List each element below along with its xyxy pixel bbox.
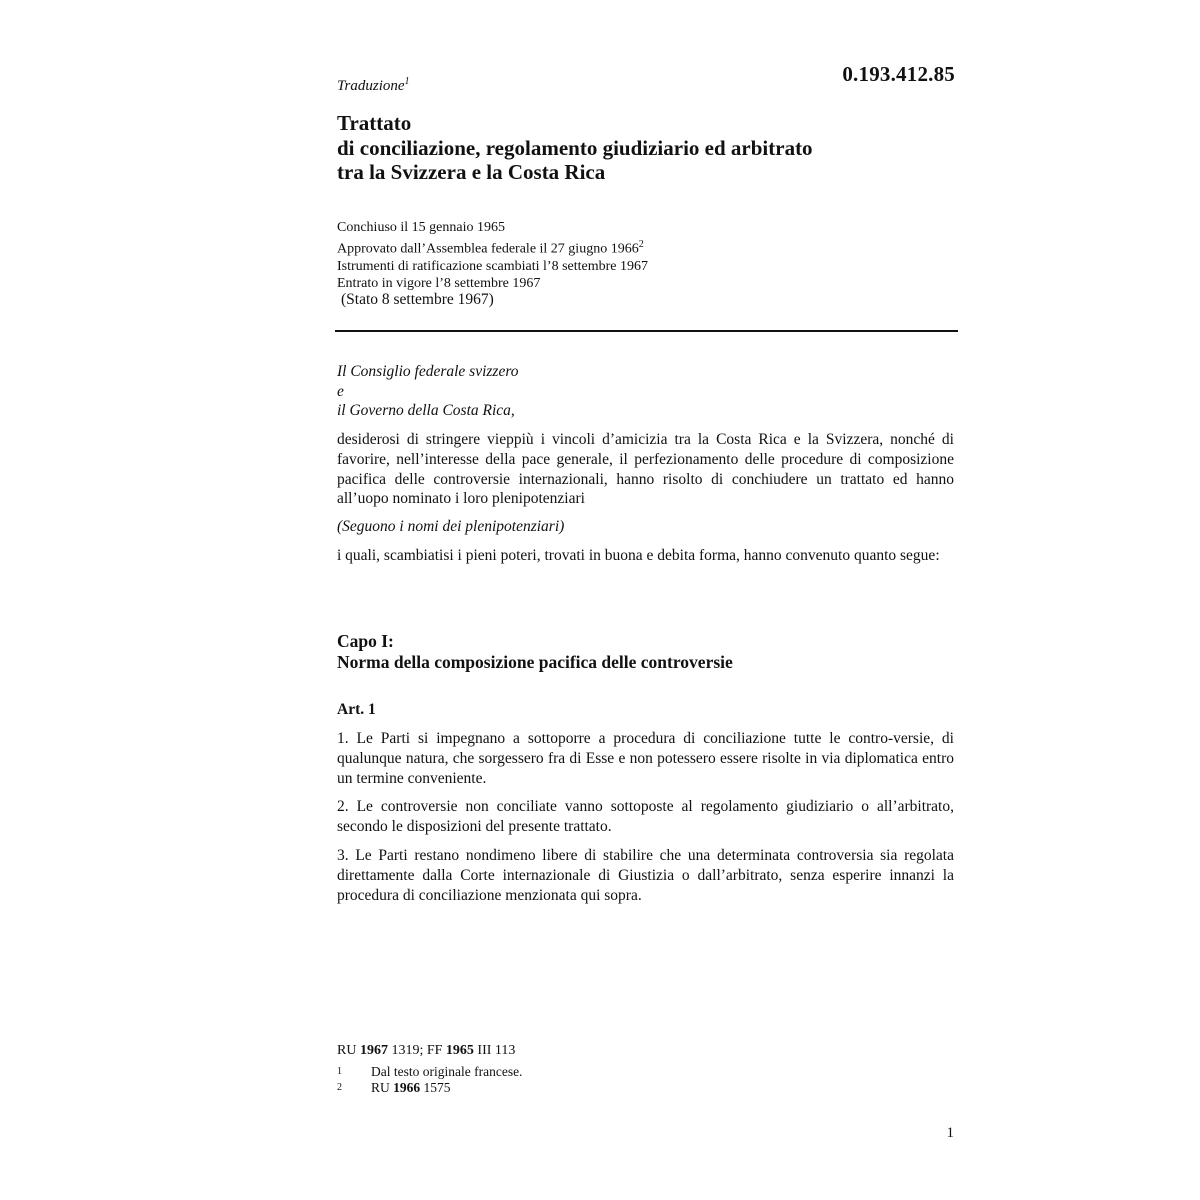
- page-number: 1: [946, 1125, 954, 1141]
- meta-concluded: Conchiuso il 15 gennaio 1965: [337, 220, 505, 235]
- treaty-metadata: [337, 219, 957, 292]
- preamble-parties: [337, 362, 519, 421]
- title-line-2: di conciliazione, regolamento giudiziario ed arbitrato: [337, 135, 813, 160]
- party-costa-rica: il Governo della Costa Rica,: [337, 402, 515, 419]
- preamble-agreed: i quali, scambiatisi i pieni poteri, trovati in buona e debita forma, hanno convenuto quanto segue:: [337, 547, 940, 564]
- footnote-ref-2[interactable]: 2: [638, 239, 644, 250]
- translation-label: Traduzione$^1$: [337, 76, 410, 94]
- party-conjunction: e: [337, 382, 344, 400]
- official-compilation-reference: RU 1967 1319; FF 1965 III 113: [337, 1043, 516, 1058]
- footnote-ref-1[interactable]: 1: [404, 76, 410, 87]
- article-paragraph: 2. Le controversie non conciliate vanno sottoposte al regolamento giudiziario o all’arbitrato, secondo le disposizioni del presente trattato.: [337, 798, 954, 835]
- chapter-heading: [337, 631, 733, 673]
- meta-in-force: Entrato in vigore l’8 settembre 1967: [337, 275, 541, 291]
- header-divider: [335, 330, 958, 332]
- chapter-title: Norma della composizione pacifica delle controversie: [337, 652, 733, 672]
- footnote-1: 1 Dal testo originale francese.: [337, 1064, 523, 1079]
- party-switzerland: Il Consiglio federale svizzero: [337, 363, 519, 380]
- chapter-label: Capo I:: [337, 631, 394, 651]
- meta-ratification: Istrumenti di ratificazione scambiati l’8 settembre 1967: [337, 258, 649, 274]
- title-line-1: Trattato: [337, 111, 412, 135]
- preamble-plenipotentiaries: (Seguono i nomi dei plenipotenziari): [337, 518, 565, 535]
- preamble-desire: desiderosi di stringere vieppiù i vincoli d’amicizia tra la Costa Rica e la Svizzera, nonché di favorire, nell’interesse della pace generale, il perfezionamento delle procedure di composizione pacifica delle controversie internazionali, hanno risolto di conchiudere un trattato ed hanno all’uopo nominato i loro plenipotenziari: [337, 431, 954, 508]
- title-line-3: tra la Svizzera e la Costa Rica: [337, 160, 606, 184]
- document-title: [337, 111, 957, 185]
- article-paragraph: 3. Le Parti restano nondimeno libere di stabilire che una determinata controversia sia regolata direttamente dalla Corte internazionale di Giustizia o dall’arbitrato, senza esperire innanzi la procedura di conciliazione menzionata qui sopra.: [337, 847, 954, 904]
- article-title: Art. 1: [337, 701, 376, 718]
- footnote-2: 2 RU 1966 1575: [337, 1080, 451, 1095]
- meta-approved: Approvato dall’Assemblea federale il 27 giugno 1966$^2$: [337, 239, 644, 257]
- article-paragraph: 1. Le Parti si impegnano a sottoporre a procedura di conciliazione tutte le contro-versie, di qualunque natura, che sorgessero fra di Esse e non potessero essere risolte in via diplomatica entro un termine conveniente.: [337, 730, 954, 787]
- status-date: (Stato 8 settembre 1967): [341, 291, 494, 308]
- sr-number: 0.193.412.85: [842, 62, 955, 86]
